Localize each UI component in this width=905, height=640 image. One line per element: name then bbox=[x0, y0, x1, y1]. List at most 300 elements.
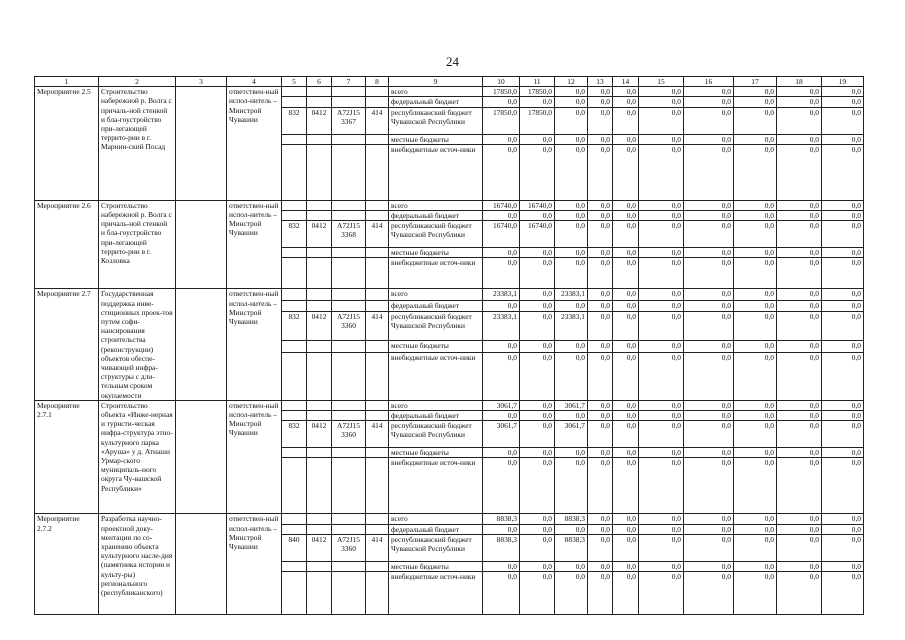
amount-cell: 0,0 bbox=[588, 221, 613, 248]
column-number: 12 bbox=[555, 77, 588, 87]
amount-cell: 8838,3 bbox=[483, 534, 520, 561]
amount-cell: 0,0 bbox=[588, 524, 613, 534]
amount-cell: 0,0 bbox=[588, 561, 613, 571]
amount-cell: 0,0 bbox=[639, 134, 684, 144]
amount-cell: 0,0 bbox=[555, 97, 588, 107]
empty-cell bbox=[332, 258, 366, 289]
amount-cell: 0,0 bbox=[613, 411, 639, 421]
amount-cell: 0,0 bbox=[684, 421, 734, 448]
funding-source: местные бюджеты bbox=[389, 561, 483, 571]
amount-cell: 0,0 bbox=[734, 200, 777, 210]
empty-cell bbox=[282, 200, 307, 210]
amount-cell: 16740,0 bbox=[520, 221, 555, 248]
amount-cell: 0,0 bbox=[639, 311, 684, 341]
amount-cell: 0,0 bbox=[520, 311, 555, 341]
amount-cell: 0,0 bbox=[734, 221, 777, 248]
empty-cell bbox=[332, 448, 366, 458]
empty-cell bbox=[176, 514, 227, 615]
empty-cell bbox=[307, 211, 332, 221]
executor: ответствен-ный испол-нитель – Минстрой Чувашии bbox=[227, 514, 282, 615]
amount-cell: 0,0 bbox=[520, 211, 555, 221]
amount-cell: 0,0 bbox=[520, 144, 555, 200]
amount-cell: 0,0 bbox=[822, 572, 864, 615]
amount-cell: 0,0 bbox=[555, 211, 588, 221]
funding-source: республиканский бюджет Чувашской Республики bbox=[389, 221, 483, 248]
amount-cell: 0,0 bbox=[520, 411, 555, 421]
amount-cell: 0,0 bbox=[777, 400, 822, 410]
amount-cell: 0,0 bbox=[639, 400, 684, 410]
empty-cell bbox=[332, 87, 366, 97]
amount-cell: 0,0 bbox=[822, 211, 864, 221]
empty-cell bbox=[307, 134, 332, 144]
amount-cell: 0,0 bbox=[520, 134, 555, 144]
amount-cell: 0,0 bbox=[822, 411, 864, 421]
empty-cell bbox=[332, 352, 366, 400]
amount-cell: 0,0 bbox=[684, 211, 734, 221]
amount-cell: 0,0 bbox=[520, 289, 555, 300]
table-row bbox=[35, 200, 864, 210]
column-number: 18 bbox=[777, 77, 822, 87]
empty-cell bbox=[332, 341, 366, 352]
amount-cell: 0,0 bbox=[483, 134, 520, 144]
amount-cell: 0,0 bbox=[684, 311, 734, 341]
amount-cell: 0,0 bbox=[684, 87, 734, 97]
amount-cell: 8838,3 bbox=[483, 514, 520, 524]
column-number: 16 bbox=[684, 77, 734, 87]
amount-cell: 0,0 bbox=[555, 144, 588, 200]
amount-cell: 0,0 bbox=[613, 400, 639, 410]
amount-cell: 0,0 bbox=[520, 561, 555, 571]
empty-cell bbox=[332, 572, 366, 615]
empty-cell bbox=[332, 561, 366, 571]
amount-cell: 8838,3 bbox=[555, 514, 588, 524]
amount-cell: 0,0 bbox=[520, 248, 555, 258]
amount-cell: 0,0 bbox=[483, 258, 520, 289]
measure-id: Мероприятие 2.7 bbox=[35, 289, 99, 400]
amount-cell: 0,0 bbox=[520, 448, 555, 458]
amount-cell: 0,0 bbox=[639, 458, 684, 514]
funding-source: внебюджетные источ-ники bbox=[389, 458, 483, 514]
amount-cell: 0,0 bbox=[734, 211, 777, 221]
amount-cell: 0,0 bbox=[684, 221, 734, 248]
amount-cell: 0,0 bbox=[734, 97, 777, 107]
measure-id: Мероприятие 2.7.2 bbox=[35, 514, 99, 615]
amount-cell: 0,0 bbox=[639, 524, 684, 534]
empty-cell bbox=[307, 258, 332, 289]
empty-cell bbox=[282, 458, 307, 514]
budget-code: A72J15 3360 bbox=[332, 534, 366, 561]
amount-cell: 0,0 bbox=[555, 352, 588, 400]
empty-cell bbox=[366, 144, 389, 200]
column-number: 4 bbox=[227, 77, 282, 87]
empty-cell bbox=[176, 289, 227, 400]
amount-cell: 0,0 bbox=[822, 221, 864, 248]
amount-cell: 0,0 bbox=[777, 97, 822, 107]
amount-cell: 0,0 bbox=[734, 524, 777, 534]
amount-cell: 0,0 bbox=[639, 248, 684, 258]
funding-source: внебюджетные источ-ники bbox=[389, 258, 483, 289]
amount-cell: 0,0 bbox=[520, 572, 555, 615]
amount-cell: 0,0 bbox=[588, 514, 613, 524]
amount-cell: 0,0 bbox=[613, 458, 639, 514]
funding-source: местные бюджеты bbox=[389, 341, 483, 352]
amount-cell: 0,0 bbox=[483, 352, 520, 400]
amount-cell: 0,0 bbox=[588, 248, 613, 258]
empty-cell bbox=[282, 134, 307, 144]
column-number: 5 bbox=[282, 77, 307, 87]
amount-cell: 16740,0 bbox=[483, 221, 520, 248]
amount-cell: 23383,1 bbox=[555, 289, 588, 300]
budget-code: 0412 bbox=[307, 107, 332, 134]
amount-cell: 0,0 bbox=[822, 87, 864, 97]
empty-cell bbox=[366, 458, 389, 514]
empty-cell bbox=[366, 248, 389, 258]
amount-cell: 16740,0 bbox=[520, 200, 555, 210]
empty-cell bbox=[332, 400, 366, 410]
funding-source: федеральный бюджет bbox=[389, 524, 483, 534]
amount-cell: 17850,0 bbox=[483, 107, 520, 134]
executor: ответствен-ный испол-нитель – Минстрой Чувашии bbox=[227, 87, 282, 201]
amount-cell: 0,0 bbox=[520, 458, 555, 514]
empty-cell bbox=[366, 211, 389, 221]
amount-cell: 0,0 bbox=[777, 411, 822, 421]
amount-cell: 0,0 bbox=[483, 572, 520, 615]
empty-cell bbox=[366, 400, 389, 410]
amount-cell: 0,0 bbox=[555, 221, 588, 248]
column-number: 7 bbox=[332, 77, 366, 87]
column-number: 3 bbox=[176, 77, 227, 87]
amount-cell: 0,0 bbox=[588, 258, 613, 289]
funding-source: всего bbox=[389, 400, 483, 410]
funding-source: местные бюджеты bbox=[389, 248, 483, 258]
amount-cell: 0,0 bbox=[613, 341, 639, 352]
amount-cell: 0,0 bbox=[777, 200, 822, 210]
amount-cell: 0,0 bbox=[822, 341, 864, 352]
amount-cell: 17850,0 bbox=[520, 87, 555, 97]
amount-cell: 0,0 bbox=[822, 534, 864, 561]
amount-cell: 0,0 bbox=[734, 107, 777, 134]
amount-cell: 0,0 bbox=[483, 341, 520, 352]
amount-cell: 0,0 bbox=[684, 400, 734, 410]
amount-cell: 0,0 bbox=[613, 352, 639, 400]
funding-source: республиканский бюджет Чувашской Республики bbox=[389, 311, 483, 341]
table-row bbox=[35, 400, 864, 410]
amount-cell: 0,0 bbox=[777, 248, 822, 258]
amount-cell: 0,0 bbox=[613, 572, 639, 615]
amount-cell: 0,0 bbox=[734, 258, 777, 289]
amount-cell: 0,0 bbox=[777, 561, 822, 571]
amount-cell: 17850,0 bbox=[483, 87, 520, 97]
funding-source: республиканский бюджет Чувашской Республики bbox=[389, 107, 483, 134]
empty-cell bbox=[366, 87, 389, 97]
funding-source: всего bbox=[389, 514, 483, 524]
amount-cell: 0,0 bbox=[520, 258, 555, 289]
amount-cell: 0,0 bbox=[520, 514, 555, 524]
amount-cell: 0,0 bbox=[777, 458, 822, 514]
amount-cell: 0,0 bbox=[613, 221, 639, 248]
amount-cell: 0,0 bbox=[483, 300, 520, 311]
empty-cell bbox=[282, 448, 307, 458]
funding-source: федеральный бюджет bbox=[389, 211, 483, 221]
amount-cell: 0,0 bbox=[639, 107, 684, 134]
empty-cell bbox=[176, 400, 227, 514]
amount-cell: 0,0 bbox=[588, 534, 613, 561]
amount-cell: 0,0 bbox=[613, 200, 639, 210]
amount-cell: 0,0 bbox=[822, 289, 864, 300]
amount-cell: 0,0 bbox=[822, 514, 864, 524]
amount-cell: 0,0 bbox=[684, 144, 734, 200]
amount-cell: 0,0 bbox=[777, 144, 822, 200]
amount-cell: 0,0 bbox=[822, 448, 864, 458]
empty-cell bbox=[307, 341, 332, 352]
amount-cell: 0,0 bbox=[483, 211, 520, 221]
amount-cell: 0,0 bbox=[520, 524, 555, 534]
column-number: 6 bbox=[307, 77, 332, 87]
amount-cell: 3061,7 bbox=[483, 400, 520, 410]
amount-cell: 0,0 bbox=[777, 258, 822, 289]
amount-cell: 0,0 bbox=[613, 561, 639, 571]
budget-code: 0412 bbox=[307, 421, 332, 448]
amount-cell: 23383,1 bbox=[483, 289, 520, 300]
budget-code: 0412 bbox=[307, 311, 332, 341]
amount-cell: 0,0 bbox=[684, 561, 734, 571]
amount-cell: 0,0 bbox=[588, 289, 613, 300]
empty-cell bbox=[307, 458, 332, 514]
page-number: 24 bbox=[446, 54, 459, 69]
amount-cell: 0,0 bbox=[777, 352, 822, 400]
budget-code: 414 bbox=[366, 221, 389, 248]
empty-cell bbox=[282, 300, 307, 311]
amount-cell: 0,0 bbox=[483, 561, 520, 571]
column-number: 10 bbox=[483, 77, 520, 87]
executor: ответствен-ный испол-нитель – Минстрой Чувашии bbox=[227, 289, 282, 400]
empty-cell bbox=[332, 200, 366, 210]
empty-cell bbox=[366, 352, 389, 400]
amount-cell: 0,0 bbox=[684, 341, 734, 352]
amount-cell: 0,0 bbox=[639, 221, 684, 248]
amount-cell: 0,0 bbox=[588, 352, 613, 400]
amount-cell: 0,0 bbox=[822, 400, 864, 410]
amount-cell: 0,0 bbox=[777, 421, 822, 448]
amount-cell: 0,0 bbox=[555, 524, 588, 534]
table-row bbox=[35, 289, 864, 300]
amount-cell: 0,0 bbox=[822, 300, 864, 311]
amount-cell: 0,0 bbox=[588, 341, 613, 352]
amount-cell: 0,0 bbox=[734, 352, 777, 400]
empty-cell bbox=[282, 97, 307, 107]
amount-cell: 17850,0 bbox=[520, 107, 555, 134]
amount-cell: 0,0 bbox=[684, 411, 734, 421]
amount-cell: 0,0 bbox=[613, 300, 639, 311]
amount-cell: 0,0 bbox=[734, 411, 777, 421]
empty-cell bbox=[176, 87, 227, 201]
amount-cell: 0,0 bbox=[639, 572, 684, 615]
amount-cell: 0,0 bbox=[822, 134, 864, 144]
amount-cell: 0,0 bbox=[777, 514, 822, 524]
empty-cell bbox=[282, 400, 307, 410]
amount-cell: 0,0 bbox=[777, 311, 822, 341]
empty-cell bbox=[307, 400, 332, 410]
amount-cell: 0,0 bbox=[613, 289, 639, 300]
amount-cell: 0,0 bbox=[613, 248, 639, 258]
amount-cell: 0,0 bbox=[684, 458, 734, 514]
amount-cell: 0,0 bbox=[822, 524, 864, 534]
table-row bbox=[35, 514, 864, 524]
empty-cell bbox=[332, 458, 366, 514]
empty-cell bbox=[332, 524, 366, 534]
amount-cell: 0,0 bbox=[684, 534, 734, 561]
empty-cell bbox=[307, 514, 332, 524]
amount-cell: 0,0 bbox=[588, 87, 613, 97]
amount-cell: 8838,3 bbox=[555, 534, 588, 561]
funding-source: внебюджетные источ-ники bbox=[389, 352, 483, 400]
amount-cell: 0,0 bbox=[822, 258, 864, 289]
empty-cell bbox=[366, 200, 389, 210]
amount-cell: 0,0 bbox=[639, 289, 684, 300]
funding-source: внебюджетные источ-ники bbox=[389, 572, 483, 615]
amount-cell: 0,0 bbox=[555, 258, 588, 289]
column-number: 9 bbox=[389, 77, 483, 87]
amount-cell: 0,0 bbox=[777, 341, 822, 352]
empty-cell bbox=[307, 448, 332, 458]
amount-cell: 0,0 bbox=[483, 411, 520, 421]
amount-cell: 0,0 bbox=[520, 300, 555, 311]
amount-cell: 16740,0 bbox=[483, 200, 520, 210]
empty-cell bbox=[366, 289, 389, 300]
empty-cell bbox=[282, 411, 307, 421]
amount-cell: 0,0 bbox=[613, 258, 639, 289]
amount-cell: 0,0 bbox=[734, 341, 777, 352]
column-number: 8 bbox=[366, 77, 389, 87]
amount-cell: 0,0 bbox=[822, 311, 864, 341]
amount-cell: 0,0 bbox=[684, 134, 734, 144]
empty-cell bbox=[282, 524, 307, 534]
empty-cell bbox=[366, 341, 389, 352]
amount-cell: 0,0 bbox=[520, 352, 555, 400]
empty-cell bbox=[307, 561, 332, 571]
amount-cell: 0,0 bbox=[684, 514, 734, 524]
measure-name: Разработка научно-проектной доку-ментации по со-хранению объекта культурного насле-дия (памятника истории и культу-ры) регионального (республиканского) bbox=[99, 514, 176, 615]
amount-cell: 0,0 bbox=[822, 458, 864, 514]
amount-cell: 0,0 bbox=[613, 107, 639, 134]
amount-cell: 0,0 bbox=[684, 289, 734, 300]
amount-cell: 0,0 bbox=[684, 248, 734, 258]
table-body bbox=[35, 77, 864, 615]
empty-cell bbox=[366, 561, 389, 571]
empty-cell bbox=[332, 514, 366, 524]
empty-cell bbox=[332, 97, 366, 107]
amount-cell: 0,0 bbox=[639, 144, 684, 200]
empty-cell bbox=[282, 341, 307, 352]
empty-cell bbox=[307, 572, 332, 615]
column-number: 17 bbox=[734, 77, 777, 87]
amount-cell: 0,0 bbox=[777, 524, 822, 534]
amount-cell: 0,0 bbox=[613, 421, 639, 448]
amount-cell: 0,0 bbox=[734, 561, 777, 571]
empty-cell bbox=[366, 134, 389, 144]
amount-cell: 0,0 bbox=[483, 248, 520, 258]
amount-cell: 0,0 bbox=[613, 144, 639, 200]
budget-code: 840 bbox=[282, 534, 307, 561]
amount-cell: 0,0 bbox=[734, 311, 777, 341]
amount-cell: 0,0 bbox=[639, 341, 684, 352]
amount-cell: 0,0 bbox=[555, 248, 588, 258]
empty-cell bbox=[307, 352, 332, 400]
funding-source: республиканский бюджет Чувашской Республики bbox=[389, 421, 483, 448]
empty-cell bbox=[282, 289, 307, 300]
amount-cell: 0,0 bbox=[639, 421, 684, 448]
empty-cell bbox=[282, 572, 307, 615]
amount-cell: 0,0 bbox=[777, 289, 822, 300]
amount-cell: 0,0 bbox=[684, 352, 734, 400]
amount-cell: 3061,7 bbox=[483, 421, 520, 448]
empty-cell bbox=[307, 289, 332, 300]
amount-cell: 0,0 bbox=[555, 572, 588, 615]
empty-cell bbox=[282, 561, 307, 571]
amount-cell: 0,0 bbox=[588, 411, 613, 421]
amount-cell: 0,0 bbox=[588, 448, 613, 458]
amount-cell: 0,0 bbox=[777, 134, 822, 144]
amount-cell: 0,0 bbox=[639, 300, 684, 311]
amount-cell: 0,0 bbox=[588, 400, 613, 410]
budget-code: A72J15 3368 bbox=[332, 221, 366, 248]
amount-cell: 0,0 bbox=[734, 134, 777, 144]
amount-cell: 0,0 bbox=[734, 534, 777, 561]
amount-cell: 0,0 bbox=[520, 421, 555, 448]
amount-cell: 0,0 bbox=[734, 458, 777, 514]
amount-cell: 0,0 bbox=[639, 514, 684, 524]
empty-cell bbox=[282, 87, 307, 97]
amount-cell: 0,0 bbox=[483, 144, 520, 200]
amount-cell: 0,0 bbox=[639, 448, 684, 458]
empty-cell bbox=[332, 411, 366, 421]
amount-cell: 0,0 bbox=[777, 300, 822, 311]
amount-cell: 0,0 bbox=[613, 524, 639, 534]
column-number: 15 bbox=[639, 77, 684, 87]
amount-cell: 0,0 bbox=[639, 211, 684, 221]
amount-cell: 0,0 bbox=[555, 300, 588, 311]
empty-cell bbox=[282, 514, 307, 524]
amount-cell: 0,0 bbox=[639, 87, 684, 97]
amount-cell: 3061,7 bbox=[555, 400, 588, 410]
amount-cell: 0,0 bbox=[520, 534, 555, 561]
empty-cell bbox=[307, 300, 332, 311]
column-number: 13 bbox=[588, 77, 613, 87]
budget-code: 832 bbox=[282, 311, 307, 341]
amount-cell: 0,0 bbox=[734, 248, 777, 258]
amount-cell: 0,0 bbox=[613, 97, 639, 107]
empty-cell bbox=[332, 300, 366, 311]
amount-cell: 0,0 bbox=[734, 572, 777, 615]
budget-code: A72J15 3360 bbox=[332, 311, 366, 341]
amount-cell: 0,0 bbox=[483, 97, 520, 107]
amount-cell: 0,0 bbox=[555, 200, 588, 210]
amount-cell: 0,0 bbox=[520, 400, 555, 410]
amount-cell: 3061,7 bbox=[555, 421, 588, 448]
amount-cell: 0,0 bbox=[684, 300, 734, 311]
executor: ответствен-ный испол-нитель – Минстрой Чувашии bbox=[227, 200, 282, 289]
empty-cell bbox=[282, 144, 307, 200]
amount-cell: 0,0 bbox=[613, 87, 639, 97]
empty-cell bbox=[366, 300, 389, 311]
amount-cell: 0,0 bbox=[588, 300, 613, 311]
empty-cell bbox=[282, 258, 307, 289]
amount-cell: 0,0 bbox=[613, 534, 639, 561]
funding-source: всего bbox=[389, 200, 483, 210]
amount-cell: 0,0 bbox=[734, 400, 777, 410]
empty-cell bbox=[332, 211, 366, 221]
amount-cell: 0,0 bbox=[588, 134, 613, 144]
